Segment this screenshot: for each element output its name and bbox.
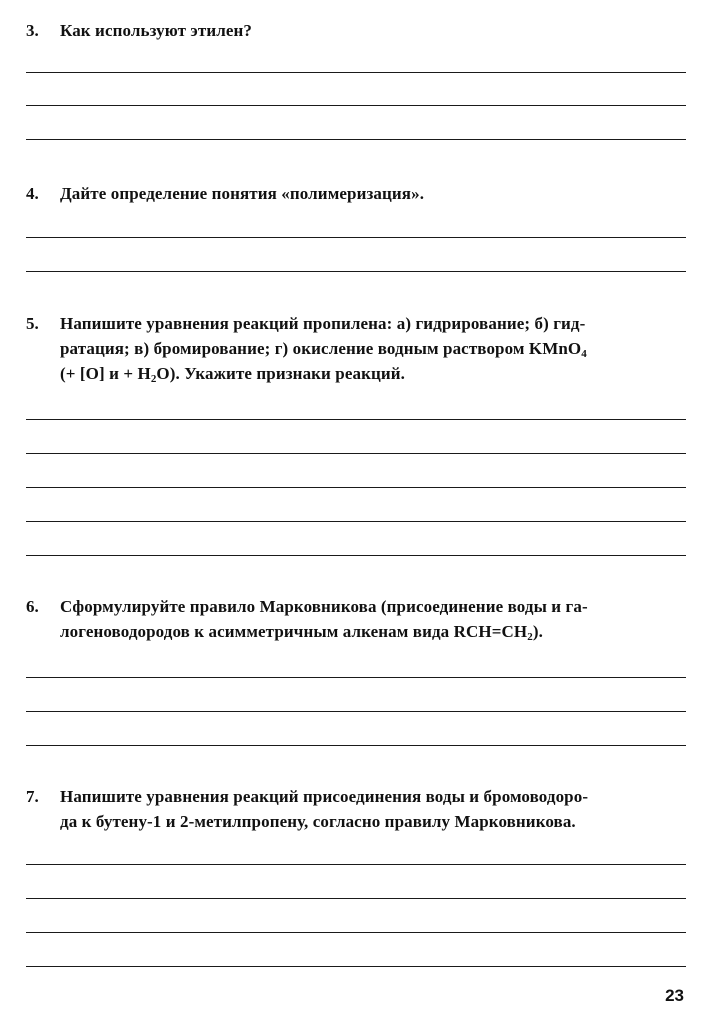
question-text-line: логеноводородов к асимметричным алкенам вида $RCH=CH_2$). <box>60 622 543 643</box>
question-number: 4. <box>26 184 39 203</box>
question-6 <box>26 594 690 644</box>
question-text-line: да к бутену-1 и 2-метилпропену, согласно правилу Марковникова. <box>60 812 576 831</box>
question-number: 6. <box>26 597 39 616</box>
question-5 <box>26 311 690 386</box>
page-number: 23 <box>665 986 684 1005</box>
question-text-line: Напишите уравнения реакций присоединения воды и бромоводоро- <box>60 787 589 806</box>
question-text-line: Напишите уравнения реакций пропилена: а) гидрирование; б) гид- <box>60 314 586 333</box>
answer-line[interactable] <box>26 864 686 865</box>
question-text <box>60 311 690 386</box>
question-4 <box>26 181 690 206</box>
question-text <box>60 18 690 43</box>
answer-line[interactable] <box>26 271 686 272</box>
answer-line[interactable] <box>26 555 686 556</box>
answer-line[interactable] <box>26 237 686 238</box>
subscript: 4 <box>581 348 587 360</box>
answer-line[interactable] <box>26 521 686 522</box>
question-text-line: (+ [O] $и + H_2O$). Укажите признаки реакций. <box>60 364 406 385</box>
answer-line[interactable] <box>26 677 686 678</box>
subscript: 2 <box>150 373 157 385</box>
question-text <box>60 784 690 834</box>
subscript: 2 <box>527 631 533 643</box>
question-7 <box>26 784 690 834</box>
answer-line[interactable] <box>26 898 686 899</box>
question-number: 3. <box>26 21 39 40</box>
question-text-line: ратация; в) бромирование; г) окисление водным раствором KMnO$_4$ <box>60 339 587 360</box>
answer-line[interactable] <box>26 711 686 712</box>
question-text <box>60 594 690 644</box>
question-text-line: Как используют этилен? <box>60 21 252 40</box>
question-number: 5. <box>26 314 39 333</box>
question-text-line: Дайте определение понятия «полимеризация». <box>60 184 425 203</box>
answer-line[interactable] <box>26 72 686 73</box>
answer-line[interactable] <box>26 105 686 106</box>
question-number: 7. <box>26 787 39 806</box>
question-text-line: Сформулируйте правило Марковникова (присоединение воды и га- <box>60 597 588 616</box>
question-text <box>60 181 690 206</box>
answer-line[interactable] <box>26 419 686 420</box>
question-3 <box>26 18 690 43</box>
answer-line[interactable] <box>26 966 686 967</box>
answer-line[interactable] <box>26 453 686 454</box>
answer-line[interactable] <box>26 745 686 746</box>
answer-line[interactable] <box>26 932 686 933</box>
answer-line[interactable] <box>26 139 686 140</box>
answer-line[interactable] <box>26 487 686 488</box>
